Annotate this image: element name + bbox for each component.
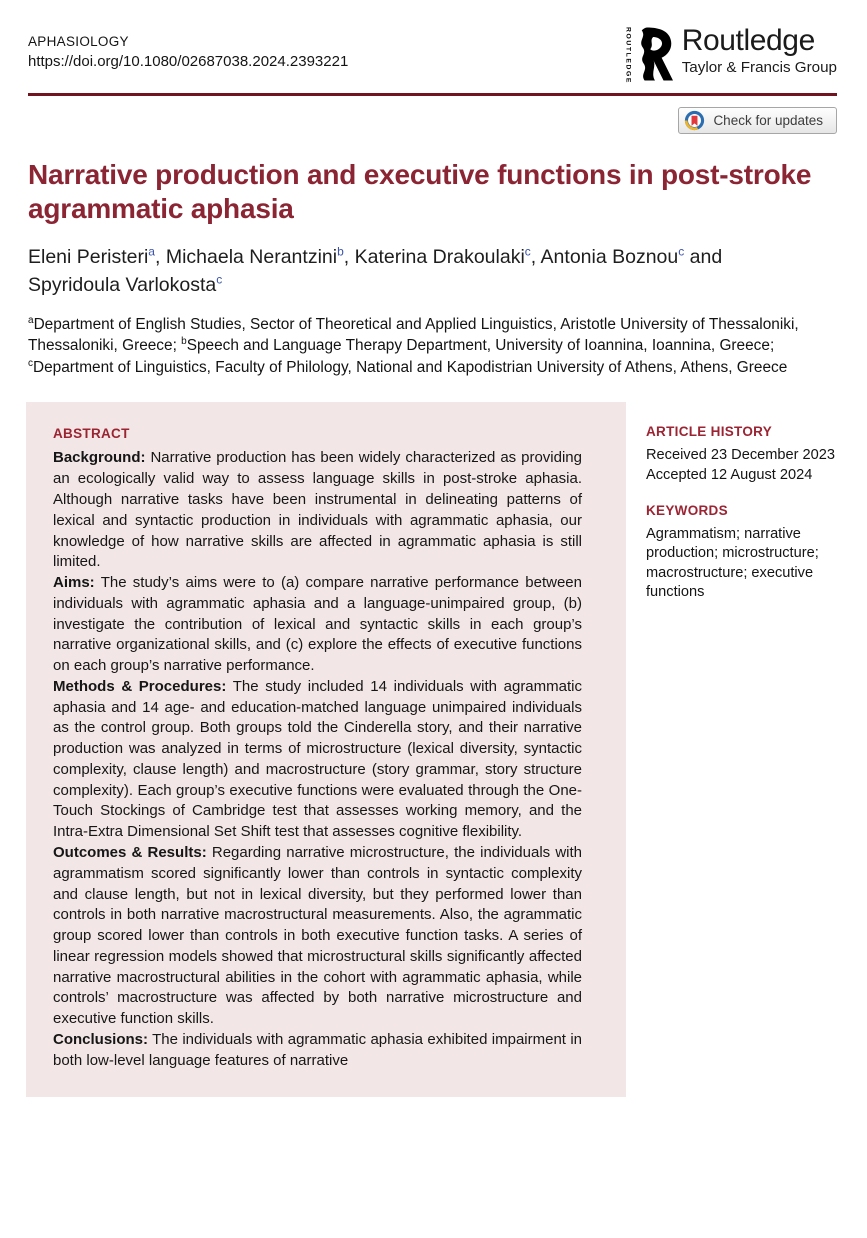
author-separator: ,	[530, 245, 541, 268]
author	[155, 246, 344, 268]
routledge-vertical-wordmark: ROUTLEDGE	[624, 27, 632, 85]
abstract-panel	[26, 402, 626, 1097]
affiliation-superscript: c	[28, 357, 33, 369]
affiliation-superscript: a	[28, 314, 34, 326]
journal-block	[28, 26, 348, 70]
received-date: Received 23 December 2023	[646, 447, 836, 464]
badge-row	[28, 107, 837, 134]
author	[28, 246, 155, 268]
article-meta-sidebar	[642, 402, 837, 1097]
abstract-section-text: The study included 14 individuals with agrammatic aphasia and 14 age- and education-matched language unimpaired individuals as the control group. Both groups told the Cinderella story, and their narrative production was analyzed in terms of microstructure (lexical diversity, syntactic complexity, clause length) and macrostructure (story grammar, story structure complexity). Each group’s executive functions were evaluated through the One-Touch Stockings of Cambridge test that assesses working memory, and the Intra-Extra Dimensional Set Shift test that assesses cognitive flexibility.	[53, 677, 582, 841]
author	[344, 246, 531, 268]
publisher-names	[682, 26, 837, 76]
routledge-r-icon	[637, 26, 673, 82]
author-affiliation-superscript: a	[148, 244, 155, 259]
abstract-section-text: The study’s aims were to (a) compare narrative performance between individuals with agrammatic aphasia and a language-unimpaired group, (b) investigate the contribution of lexical and syntactic skills in each group’s narrative organizational skills, and (c) explore the effects of executive functions on each group’s narrative performance.	[53, 574, 582, 675]
abstract-section-label: Aims:	[53, 574, 95, 592]
check-for-updates-button[interactable]	[678, 107, 837, 134]
affiliations	[28, 313, 833, 378]
abstract-section-label: Outcomes & Results:	[53, 844, 207, 862]
affiliation	[28, 359, 787, 376]
abstract-section-label: Conclusions:	[53, 1030, 149, 1048]
journal-name: APHASIOLOGY	[28, 34, 129, 49]
affiliation-separator: ;	[172, 337, 182, 355]
abstract-section-text: The individuals with agrammatic aphasia exhibited impairment in both low-level language features of narrative	[53, 1030, 582, 1069]
author-name: Katerina Drakoulaki	[354, 245, 525, 268]
accepted-date: Accepted 12 August 2024	[646, 467, 813, 484]
masthead	[28, 0, 837, 83]
affiliation-text: Speech and Language Therapy Department, University of Ioannina, Ioannina, Greece	[186, 337, 770, 355]
author-separator: ,	[154, 245, 166, 268]
header-divider	[28, 93, 837, 96]
publisher-tagline: Taylor & Francis Group	[681, 59, 837, 76]
abstract-section-label: Background:	[53, 449, 146, 467]
abstract-heading: ABSTRACT	[53, 426, 130, 442]
abstract-section-methods	[53, 677, 582, 843]
abstract-section-outcomes	[53, 843, 582, 1030]
keywords-text: Agrammatism; narrative production; microstructure; macrostructure; executive functions	[646, 525, 819, 601]
abstract-section-aims	[53, 573, 582, 677]
publisher-name: Routledge	[681, 24, 815, 57]
author-affiliation-superscript: c	[216, 272, 223, 287]
content-columns	[26, 402, 837, 1097]
author-affiliation-superscript: c	[678, 244, 685, 259]
abstract-section-label: Methods & Procedures:	[53, 677, 227, 695]
publisher-logo	[625, 26, 837, 83]
author-separator: and	[684, 245, 723, 268]
author-list	[28, 243, 808, 300]
author-affiliation-superscript: b	[337, 244, 344, 259]
author	[531, 246, 684, 268]
author-separator: ,	[343, 245, 355, 268]
author-name: Eleni Peristeri	[28, 245, 149, 268]
article-history-heading: ARTICLE HISTORY	[646, 424, 773, 440]
affiliation-superscript: b	[181, 336, 187, 348]
affiliation-separator: ;	[769, 337, 775, 355]
abstract-section-text: Regarding narrative microstructure, the individuals with agrammatism scored significantly lower than controls in syntactic complexity and clause length, but not in lexical diversity, but they performed lower than controls in both narrative macrostructural measurements. Also, the agrammatic group scored lower than controls in both executive function tasks. A series of linear regression models showed that microstructural skills significantly affected narrative macrostructural abilities in the cohort with agrammatic aphasia, while controls’ macrostructure was affected by both narrative microstructure and executive function skills.	[53, 844, 582, 1028]
crossmark-icon	[684, 110, 705, 131]
affiliation	[181, 337, 770, 354]
author-affiliation-superscript: c	[524, 244, 531, 259]
affiliation-text: Department of Linguistics, Faculty of Philology, National and Kapodistrian University of Athens, Athens, Greece	[33, 358, 788, 376]
author-name: Michaela Nerantzini	[165, 245, 338, 268]
author-name: Antonia Boznou	[540, 245, 679, 268]
doi-link[interactable]: https://doi.org/10.1080/02687038.2024.2393221	[28, 53, 349, 70]
author-name: Spyridoula Varlokosta	[28, 274, 217, 297]
abstract-section-background	[53, 448, 582, 573]
abstract-section-text: Narrative production has been widely characterized as providing an ecologically valid way to assess language skills in post-stroke aphasia. Although narrative tasks have been instrumental in delineating patterns of lexical and syntactic production in individuals with agrammatic aphasia, our knowledge of how narrative skills are affected in agrammatic aphasia is still limited.	[53, 449, 582, 571]
abstract-section-conclusions	[53, 1030, 582, 1072]
article-title: Narrative production and executive functions in post-stroke agrammatic aphasia	[28, 159, 812, 225]
keywords-heading: KEYWORDS	[646, 502, 728, 518]
check-for-updates-label: Check for updates	[713, 113, 823, 128]
affiliation-text: Department of English Studies, Sector of Theoretical and Applied Linguistics, Aristotle University of Thessaloniki, Thessaloniki, Greece	[28, 315, 799, 355]
